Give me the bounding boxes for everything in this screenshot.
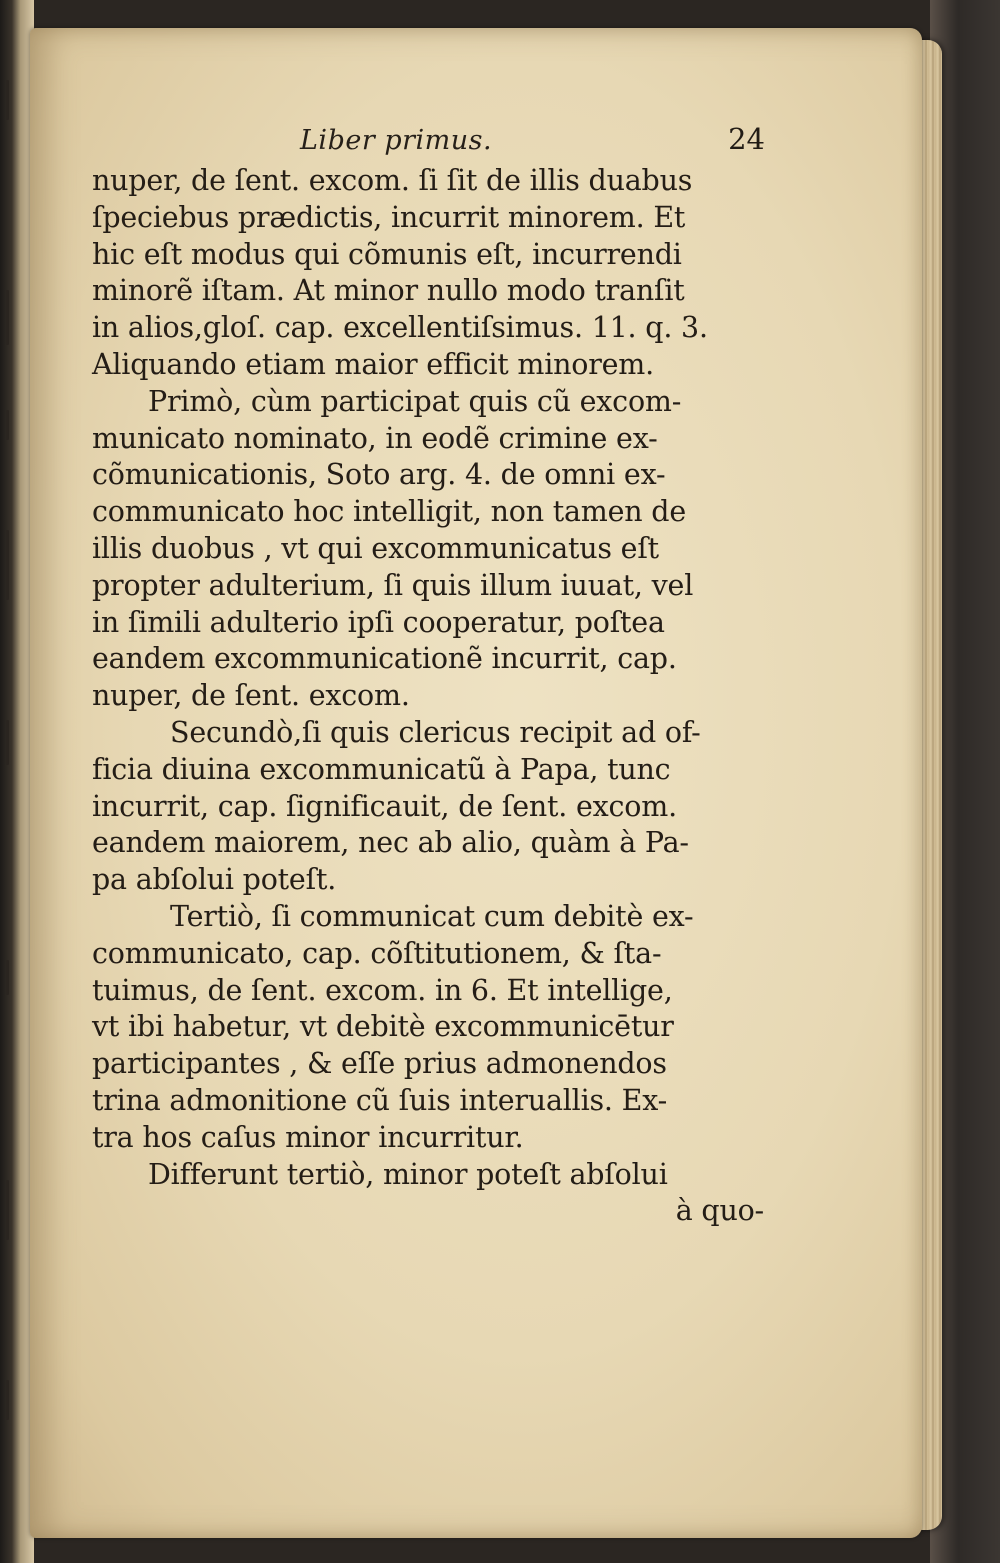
text-line: hic eſt modus qui cõmunis eſt, incurrendi <box>92 237 682 271</box>
text-line: eandem maiorem, nec ab alio, quàm à Pa- <box>92 826 689 860</box>
text-line: trina admonitione cũ ſuis interuallis. Ex- <box>92 1083 668 1117</box>
text-line: Primò, cùm participat quis cũ excom- <box>148 384 682 418</box>
text-line: nuper, de ſent. excom. ſi ſit de illis duabus <box>92 164 693 197</box>
text-line: tra hos caſus minor incurritur. <box>92 1120 524 1154</box>
text-line: Tertiò, ſi communicat cum debitè ex- <box>170 899 694 933</box>
body-text <box>92 163 764 1230</box>
page-number: 24 <box>728 122 765 156</box>
binding-thread-marks <box>6 80 36 1500</box>
catchword: à quo- <box>675 1194 764 1228</box>
text-line: propter adulterium, ſi quis illum iuuat, vel <box>92 568 694 602</box>
text-line: incurrit, cap. ſignificauit, de ſent. excom. <box>92 789 677 823</box>
binding-mark <box>6 80 9 120</box>
text-line: in ſimili adulterio ipſi cooperatur, poſtea <box>92 605 665 639</box>
text-line: participantes , & eſſe prius admonendos <box>92 1047 667 1081</box>
binding-mark <box>6 1180 9 1240</box>
binding-mark <box>6 290 9 345</box>
text-line: vt ibi habetur, vt debitè excommunicētur <box>92 1010 674 1044</box>
text-line: Aliquando etiam maior efficit minorem. <box>92 347 654 381</box>
text-line: municato nominato, in eodẽ crimine ex- <box>92 421 658 455</box>
binding-mark <box>6 410 9 440</box>
text-line: eandem excommunicationẽ incurrit, cap. <box>92 642 677 676</box>
text-line: ſpeciebus prædictis, incurrit minorem. Et <box>92 200 686 234</box>
binding-mark <box>6 960 9 995</box>
text-line: ficia diuina excommunicatũ à Papa, tunc <box>92 752 671 786</box>
text-line: minorẽ iſtam. At minor nullo modo tranſit <box>92 274 685 308</box>
text-line: communicato, cap. cõſtitutionem, & ſta- <box>92 936 662 970</box>
binding-mark <box>6 720 9 765</box>
text-line: pa abſolui poteſt. <box>92 863 337 897</box>
text-line: cõmunicationis, Soto arg. 4. de omni ex- <box>92 458 666 492</box>
text-line: Secundò,ſi quis clericus recipit ad of- <box>170 715 701 749</box>
text-line: illis duobus , vt qui excommunicatus eſt <box>92 531 659 565</box>
binding-mark <box>6 530 9 600</box>
text-line: nuper, de ſent. excom. <box>92 679 410 713</box>
text-line: in alios,gloſ. cap. excellentiſsimus. 11. q. 3. <box>92 311 708 345</box>
text-line: communicato hoc intelligit, non tamen de <box>92 495 687 529</box>
binding-mark <box>6 1380 9 1420</box>
running-head: Liber primus. <box>300 125 493 156</box>
text-line: tuimus, de ſent. excom. in 6. Et intellige, <box>92 973 673 1007</box>
text-line: Differunt tertiò, minor poteſt abſolui <box>148 1157 668 1191</box>
